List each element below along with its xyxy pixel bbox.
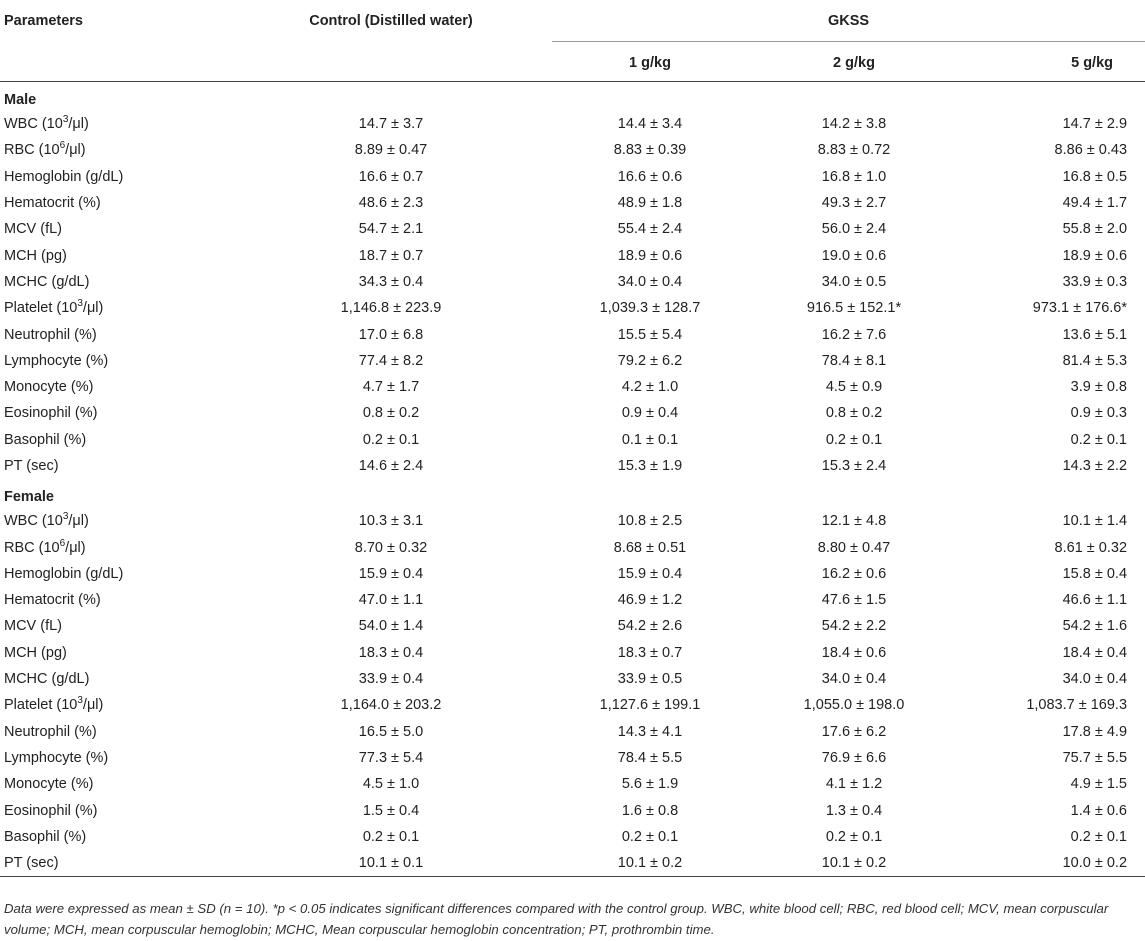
table-cell-value: 15.5 ± 5.4 xyxy=(617,326,683,343)
table-cell-value: 54.2 ± 2.2 xyxy=(821,618,887,635)
table-cell-value: 54.2 ± 2.6 xyxy=(617,618,683,635)
header-row-doses xyxy=(0,43,1145,82)
table-cell-value: 1.6 ± 0.8 xyxy=(621,802,679,819)
row-label-text: Hemoglobin (g/dL) xyxy=(4,168,124,185)
table-cell-value: 10.8 ± 2.5 xyxy=(617,513,683,530)
table-row xyxy=(0,613,1145,639)
table-cell-value: 16.6 ± 0.7 xyxy=(358,168,424,185)
table-cell-value: 14.7 ± 3.7 xyxy=(358,116,424,133)
table-cell-value: 16.2 ± 0.6 xyxy=(821,565,887,582)
header-empty-cell xyxy=(0,43,232,82)
table-cell-value: 3.9 ± 0.8 xyxy=(1070,379,1128,396)
table-row xyxy=(0,824,1145,850)
table-cell-value: 18.9 ± 0.6 xyxy=(1062,247,1128,264)
table-cell-value: 14.3 ± 2.2 xyxy=(1062,458,1128,474)
header-empty-cell xyxy=(232,43,550,82)
row-label xyxy=(0,400,232,426)
table-row xyxy=(0,561,1145,587)
table-cell-value: 55.8 ± 2.0 xyxy=(1062,221,1128,238)
row-label-text: Eosinophil (%) xyxy=(4,405,98,422)
header-dose-2: 2 g/kg xyxy=(833,55,875,71)
table-row xyxy=(0,374,1145,400)
table-footnote: Data were expressed as mean ± SD (n = 10). *p < 0.05 indicates significant differences compared with the control group. WBC, white blood cell; RBC, red blood cell; MCV, mean corpuscular volume; MCH, mean corpuscular hemoglobin; MCHC, Mean corpuscular hemoglobin concentration; PT, prothrombin time. xyxy=(4,901,1109,937)
row-label xyxy=(0,453,232,479)
table-cell-value: 973.1 ± 176.6* xyxy=(1032,300,1128,317)
table-cell-value: 15.3 ± 2.4 xyxy=(821,458,887,474)
row-label-exponent: 3 xyxy=(62,511,69,523)
table-row xyxy=(0,692,1145,718)
row-label-text: MCHC (g/dL) xyxy=(4,671,90,688)
table-cell-value: 17.8 ± 4.9 xyxy=(1062,723,1128,740)
row-label-text: Monocyte (%) xyxy=(4,379,94,396)
row-label xyxy=(0,640,232,666)
table-row xyxy=(0,719,1145,745)
section-header-row xyxy=(0,479,1145,508)
table-cell-value: 1,146.8 ± 223.9 xyxy=(340,300,442,317)
row-label-unit: /μl) xyxy=(65,539,86,556)
table-cell-value: 14.7 ± 2.9 xyxy=(1062,116,1128,133)
table-cell-value: 0.2 ± 0.1 xyxy=(825,828,883,845)
row-label-unit: /μl) xyxy=(82,300,104,317)
table-cell-value: 0.9 ± 0.4 xyxy=(621,405,679,422)
table-cell-value: 54.7 ± 2.1 xyxy=(358,221,424,238)
table-cell-value: 8.86 ± 0.43 xyxy=(1054,142,1128,159)
table-cell-value: 18.3 ± 0.7 xyxy=(617,644,683,661)
table-cell-value: 4.1 ± 1.2 xyxy=(825,776,883,793)
row-label-text: WBC (10 xyxy=(4,116,63,133)
row-label-unit: /μl) xyxy=(65,142,86,159)
table-cell-value: 79.2 ± 6.2 xyxy=(617,352,683,369)
table-row xyxy=(0,242,1145,268)
row-label-text: MCV (fL) xyxy=(4,618,62,635)
table-cell-value: 34.0 ± 0.4 xyxy=(821,671,887,688)
row-label xyxy=(0,508,232,534)
row-label-text: Lymphocyte (%) xyxy=(4,352,109,369)
table-cell-value: 8.83 ± 0.39 xyxy=(613,142,687,159)
row-label-text: MCHC (g/dL) xyxy=(4,273,90,290)
table-cell-value: 0.2 ± 0.1 xyxy=(362,431,420,448)
table-cell-value: 33.9 ± 0.5 xyxy=(617,671,683,688)
table-row xyxy=(0,453,1145,479)
row-label xyxy=(0,719,232,745)
table-cell-value: 1.4 ± 0.6 xyxy=(1070,802,1128,819)
row-label-text: Eosinophil (%) xyxy=(4,802,98,819)
header-dose-1: 1 g/kg xyxy=(629,55,671,71)
table-row xyxy=(0,427,1145,453)
row-label xyxy=(0,190,232,216)
table-cell-value: 16.5 ± 5.0 xyxy=(358,723,424,740)
row-label-text: MCH (pg) xyxy=(4,247,67,264)
row-label xyxy=(0,534,232,560)
row-label-unit: /μl) xyxy=(82,697,104,714)
table-cell-value: 0.2 ± 0.1 xyxy=(621,828,679,845)
table-cell-value: 76.9 ± 6.6 xyxy=(821,749,887,766)
table-cell-value: 4.7 ± 1.7 xyxy=(362,379,420,396)
table-cell-value: 18.3 ± 0.4 xyxy=(358,644,424,661)
table-cell-value: 75.7 ± 5.5 xyxy=(1062,749,1128,766)
table-cell-value: 8.61 ± 0.32 xyxy=(1054,539,1128,556)
table-cell-value: 18.4 ± 0.4 xyxy=(1062,644,1128,661)
table-cell-value: 49.4 ± 1.7 xyxy=(1062,195,1128,212)
table-row xyxy=(0,534,1145,560)
table-cell-value: 18.9 ± 0.6 xyxy=(617,247,683,264)
table-cell-value: 16.8 ± 1.0 xyxy=(821,168,887,185)
row-label-text: RBC (10 xyxy=(4,539,60,556)
row-label-text: MCH (pg) xyxy=(4,644,67,661)
table-cell-value: 0.8 ± 0.2 xyxy=(362,405,420,422)
header-control: Control (Distilled water) xyxy=(309,13,473,29)
table-cell-value: 1,164.0 ± 203.2 xyxy=(340,697,442,714)
table-cell-value: 48.6 ± 2.3 xyxy=(358,195,424,212)
row-label xyxy=(0,269,232,295)
row-label xyxy=(0,321,232,347)
table-cell-value: 4.2 ± 1.0 xyxy=(621,379,679,396)
row-label xyxy=(0,374,232,400)
table-cell-value: 1.3 ± 0.4 xyxy=(825,802,883,819)
table-cell-value: 1,055.0 ± 198.0 xyxy=(803,697,905,714)
table-row xyxy=(0,164,1145,190)
table-cell-value: 46.9 ± 1.2 xyxy=(617,592,683,609)
table-cell-value: 47.0 ± 1.1 xyxy=(358,592,424,609)
table-cell-value: 34.0 ± 0.5 xyxy=(821,273,887,290)
table-cell-value: 8.83 ± 0.72 xyxy=(817,142,891,159)
table-cell-value: 4.5 ± 0.9 xyxy=(825,379,883,396)
table-cell-value: 46.6 ± 1.1 xyxy=(1062,592,1128,609)
table-row xyxy=(0,797,1145,823)
table-cell-value: 10.3 ± 3.1 xyxy=(358,513,424,530)
table-cell-value: 15.9 ± 0.4 xyxy=(617,565,683,582)
row-label-text: MCV (fL) xyxy=(4,221,62,238)
table-row xyxy=(0,587,1145,613)
table-cell-value: 12.1 ± 4.8 xyxy=(821,513,887,530)
row-label-exponent: 3 xyxy=(62,114,69,126)
table-row xyxy=(0,111,1145,137)
row-label-text: Hematocrit (%) xyxy=(4,592,101,609)
table-cell-value: 10.1 ± 0.2 xyxy=(617,855,683,872)
header-group-gkss xyxy=(550,0,1145,43)
row-label-exponent: 3 xyxy=(77,695,83,707)
table-cell-value: 14.3 ± 4.1 xyxy=(617,723,683,740)
table-row xyxy=(0,269,1145,295)
table-cell-value: 8.80 ± 0.47 xyxy=(817,539,891,556)
table-cell-value: 34.3 ± 0.4 xyxy=(358,273,424,290)
table-row xyxy=(0,348,1145,374)
table-cell-value: 0.2 ± 0.1 xyxy=(362,828,420,845)
table-row xyxy=(0,321,1145,347)
table-cell-value: 34.0 ± 0.4 xyxy=(1062,671,1128,688)
table-cell-value: 33.9 ± 0.3 xyxy=(1062,273,1128,290)
table-cell-value: 54.0 ± 1.4 xyxy=(358,618,424,635)
table-cell-value: 81.4 ± 5.3 xyxy=(1062,352,1128,369)
table-body xyxy=(0,82,1145,877)
table-cell-value: 8.89 ± 0.47 xyxy=(354,142,428,159)
table-cell-value: 49.3 ± 2.7 xyxy=(821,195,887,212)
row-label-exponent: 6 xyxy=(59,537,66,549)
table-row xyxy=(0,400,1145,426)
table-cell-value: 10.1 ± 0.1 xyxy=(358,855,424,872)
row-label-text: Platelet (10 xyxy=(4,697,78,714)
table-cell-value: 916.5 ± 152.1* xyxy=(806,300,902,317)
table-cell-value: 16.8 ± 0.5 xyxy=(1062,168,1128,185)
table-cell-value: 15.3 ± 1.9 xyxy=(617,458,683,474)
table-cell-value: 0.2 ± 0.1 xyxy=(1070,828,1128,845)
table-cell-value: 16.6 ± 0.6 xyxy=(617,168,683,185)
row-label xyxy=(0,111,232,137)
table-cell-value: 0.2 ± 0.1 xyxy=(1070,431,1128,448)
row-label-exponent: 6 xyxy=(59,140,66,152)
table-cell-value: 0.8 ± 0.2 xyxy=(825,405,883,422)
header-row-top xyxy=(0,0,1145,43)
row-label xyxy=(0,295,232,321)
row-label xyxy=(0,164,232,190)
table-cell-value: 1,127.6 ± 199.1 xyxy=(599,697,701,714)
table-row xyxy=(0,745,1145,771)
row-label xyxy=(0,427,232,453)
table-cell-value: 15.9 ± 0.4 xyxy=(358,565,424,582)
table-cell-value: 47.6 ± 1.5 xyxy=(821,592,887,609)
row-label xyxy=(0,797,232,823)
row-label xyxy=(0,824,232,850)
row-label-text: Basophil (%) xyxy=(4,828,87,845)
row-label-text: Neutrophil (%) xyxy=(4,723,97,740)
row-label-text: PT (sec) xyxy=(4,458,59,474)
table-cell-value: 8.70 ± 0.32 xyxy=(354,539,428,556)
row-label xyxy=(0,771,232,797)
table-cell-value: 17.0 ± 6.8 xyxy=(358,326,424,343)
table-cell-value: 56.0 ± 2.4 xyxy=(821,221,887,238)
table-cell-value: 5.6 ± 1.9 xyxy=(621,776,679,793)
table-row xyxy=(0,640,1145,666)
header-group-label: GKSS xyxy=(552,13,1145,42)
row-label xyxy=(0,216,232,242)
table-cell-value: 14.2 ± 3.8 xyxy=(821,116,887,133)
table-cell-value: 13.6 ± 5.1 xyxy=(1062,326,1128,343)
table-cell-value: 34.0 ± 0.4 xyxy=(617,273,683,290)
row-label-text: Hemoglobin (g/dL) xyxy=(4,565,124,582)
table-cell-value: 77.4 ± 8.2 xyxy=(358,352,424,369)
table-cell-value: 18.4 ± 0.6 xyxy=(821,644,887,661)
table-cell-value: 15.8 ± 0.4 xyxy=(1062,565,1128,582)
table-cell-value: 10.1 ± 0.2 xyxy=(821,855,887,872)
row-label xyxy=(0,692,232,718)
row-label xyxy=(0,348,232,374)
table-cell-value: 10.1 ± 1.4 xyxy=(1062,513,1128,530)
table-row xyxy=(0,508,1145,534)
table-cell-value: 1,039.3 ± 128.7 xyxy=(599,300,701,317)
table-cell-value: 14.6 ± 2.4 xyxy=(358,458,424,474)
row-label xyxy=(0,613,232,639)
row-label-unit: /μl) xyxy=(68,513,89,530)
row-label-text: Lymphocyte (%) xyxy=(4,749,109,766)
table-cell-value: 0.2 ± 0.1 xyxy=(825,431,883,448)
row-label xyxy=(0,666,232,692)
row-label-text: RBC (10 xyxy=(4,142,60,159)
table-cell-value: 55.4 ± 2.4 xyxy=(617,221,683,238)
table-cell-value: 10.0 ± 0.2 xyxy=(1062,855,1128,872)
row-label-text: Hematocrit (%) xyxy=(4,195,101,212)
table-cell-value: 1.5 ± 0.4 xyxy=(362,802,420,819)
row-label-text: Monocyte (%) xyxy=(4,776,94,793)
row-label-text: WBC (10 xyxy=(4,513,63,530)
table-cell-value: 17.6 ± 6.2 xyxy=(821,723,887,740)
table-cell-value: 54.2 ± 1.6 xyxy=(1062,618,1128,635)
table-cell-value: 4.9 ± 1.5 xyxy=(1070,776,1128,793)
table-row xyxy=(0,850,1145,877)
table-row xyxy=(0,137,1145,163)
table-row xyxy=(0,216,1145,242)
table-cell-value: 8.68 ± 0.51 xyxy=(613,539,687,556)
row-label xyxy=(0,561,232,587)
row-label xyxy=(0,137,232,163)
table-cell-value: 18.7 ± 0.7 xyxy=(358,247,424,264)
section-title: Male xyxy=(4,92,37,108)
table-row xyxy=(0,666,1145,692)
table-row xyxy=(0,771,1145,797)
table-cell-value: 78.4 ± 8.1 xyxy=(821,352,887,369)
header-parameters: Parameters xyxy=(4,13,83,29)
row-label-text: Basophil (%) xyxy=(4,431,87,448)
table-cell-value: 14.4 ± 3.4 xyxy=(617,116,683,133)
row-label-text: PT (sec) xyxy=(4,855,59,872)
table-cell-value: 16.2 ± 7.6 xyxy=(821,326,887,343)
row-label xyxy=(0,745,232,771)
row-label xyxy=(0,850,232,877)
table-cell-value: 33.9 ± 0.4 xyxy=(358,671,424,688)
row-label-exponent: 3 xyxy=(77,298,83,310)
table-cell-value: 78.4 ± 5.5 xyxy=(617,749,683,766)
header-dose-3: 5 g/kg xyxy=(1071,55,1114,71)
section-header-row xyxy=(0,82,1145,112)
table-cell-value: 19.0 ± 0.6 xyxy=(821,247,887,264)
table-row xyxy=(0,190,1145,216)
row-label xyxy=(0,242,232,268)
table-cell-value: 1,083.7 ± 169.3 xyxy=(1026,697,1128,714)
row-label-text: Platelet (10 xyxy=(4,300,78,317)
table-cell-value: 0.9 ± 0.3 xyxy=(1070,405,1128,422)
row-label-unit: /μl) xyxy=(68,116,89,133)
table-row xyxy=(0,295,1145,321)
section-title: Female xyxy=(4,489,54,506)
table-cell-value: 0.1 ± 0.1 xyxy=(621,431,679,448)
row-label-text: Neutrophil (%) xyxy=(4,326,97,343)
table-cell-value: 4.5 ± 1.0 xyxy=(362,776,420,793)
table-cell-value: 77.3 ± 5.4 xyxy=(358,749,424,766)
row-label xyxy=(0,587,232,613)
table-cell-value: 48.9 ± 1.8 xyxy=(617,195,683,212)
